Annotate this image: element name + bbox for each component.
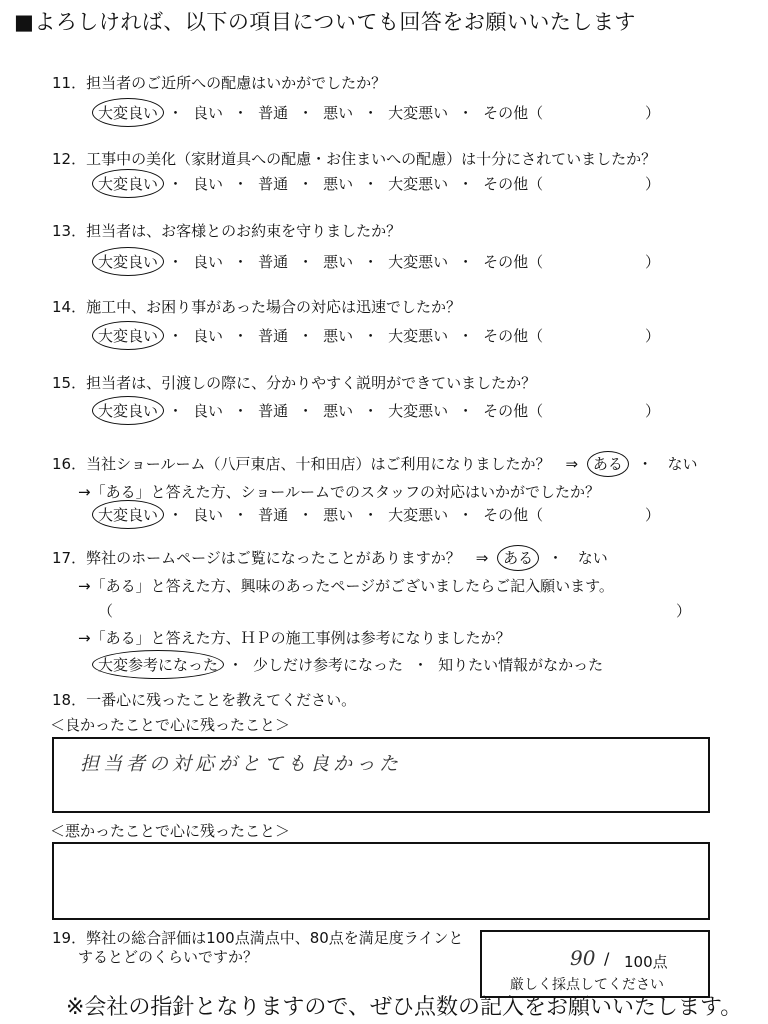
option-other[interactable]: その他（ [483,175,544,193]
question-18: 18．一番心に残ったことを教えてください。 [52,691,357,709]
separator: ・ [298,104,314,122]
separator: ・ [363,104,379,122]
separator: ・ [168,104,184,122]
separator: ・ [298,506,314,524]
option-normal[interactable]: 普通 [258,253,289,271]
paren-close: ） [645,506,661,524]
question-19-line2: するとどのくらいですか？ [78,948,259,966]
separator: ・ [233,506,249,524]
paren-close: ） [645,327,661,345]
option-bad[interactable]: 悪い [323,506,354,524]
separator: ・ [168,402,184,420]
question-16 [52,453,697,474]
q18-bad-answer-box[interactable] [52,842,710,920]
option-no-info[interactable]: 知りたい情報がなかった [438,656,604,674]
question-13: 13．担当者は、お客様とのお約束を守りましたか？ [52,222,402,240]
option-bad[interactable]: 悪い [323,327,354,345]
option-excellent-selected[interactable]: 大変良い [98,104,159,122]
option-good[interactable]: 良い [193,402,224,420]
separator: ・ [458,506,474,524]
separator: ・ [363,175,379,193]
separator: ・ [413,656,429,674]
paren-close: ） [645,175,661,193]
options-13 [98,251,661,272]
option-bad[interactable]: 悪い [323,402,354,420]
question-17-sub2: →「ある」と答えた方、ＨＰの施工事例は参考になりましたか？ [78,629,511,647]
separator: ・ [363,253,379,271]
options-12 [98,173,661,194]
footer-note: ※会社の指針となりますので、ぜひ点数の記入をお願いいたします。 [66,995,743,1020]
q17-paren-open: （ [98,602,114,620]
option-normal[interactable]: 普通 [258,104,289,122]
separator: ・ [298,253,314,271]
score-value: 90 [570,946,596,970]
option-very-bad[interactable]: 大変悪い [388,402,449,420]
option-good[interactable]: 良い [193,175,224,193]
option-good[interactable]: 良い [193,253,224,271]
question-15: 15．担当者は、引渡しの際に、分かりやすく説明ができていましたか？ [52,374,537,392]
option-other[interactable]: その他（ [483,104,544,122]
separator: ・ [168,175,184,193]
q18-good-label: ＜良かったことで心に残ったこと＞ [50,716,291,734]
q18-good-answer-box[interactable] [52,737,710,813]
separator: ・ [458,327,474,345]
option-bad[interactable]: 悪い [323,104,354,122]
separator: ・ [458,253,474,271]
option-excellent-selected[interactable]: 大変良い [98,402,159,420]
option-very-bad[interactable]: 大変悪い [388,506,449,524]
option-normal[interactable]: 普通 [258,402,289,420]
option-excellent-selected[interactable]: 大変良い [98,175,159,193]
question-16-sub: →「ある」と答えた方、ショールームでのスタッフの対応はいかがでしたか？ [78,483,600,501]
separator: ・ [168,506,184,524]
option-excellent-selected[interactable]: 大変良い [98,506,159,524]
option-very-bad[interactable]: 大変悪い [388,253,449,271]
option-slightly-helpful[interactable]: 少しだけ参考になった [253,656,404,674]
option-other[interactable]: その他（ [483,506,544,524]
q16-yes-selected[interactable]: ある [592,455,623,473]
separator: ・ [298,402,314,420]
score-slash: / [604,949,610,968]
option-good[interactable]: 良い [193,506,224,524]
q18-good-answer: 担当者の対応がとても良かった [80,753,403,775]
question-19-line1: 19．弊社の総合評価は100点満点中、80点を満足度ラインと [52,929,464,947]
question-17-sub1: →「ある」と答えた方、興味のあったページがございましたらご記入願います。 [78,577,614,595]
question-16-text: 16．当社ショールーム（八戸東店、十和田店）はご利用になりましたか？ ⇒ [52,455,579,473]
options-11 [98,102,661,123]
options-15 [98,400,661,421]
question-14: 14．施工中、お困り事があった場合の対応は迅速でしたか？ [52,298,461,316]
score-note: 厳しく採点してください [510,977,664,993]
q17-paren-close: ） [676,602,692,620]
option-good[interactable]: 良い [193,104,224,122]
question-12: 12．工事中の美化（家財道具への配慮・お住まいへの配慮）は十分にされていましたか？ [52,150,657,168]
separator: ・ [233,175,249,193]
separator: ・ [363,402,379,420]
option-good[interactable]: 良い [193,327,224,345]
paren-close: ） [645,402,661,420]
option-other[interactable]: その他（ [483,327,544,345]
separator: ・ [228,656,244,674]
option-excellent-selected[interactable]: 大変良い [98,327,159,345]
separator: ・ [233,253,249,271]
option-other[interactable]: その他（ [483,402,544,420]
separator: ・ [363,506,379,524]
option-bad[interactable]: 悪い [323,175,354,193]
option-normal[interactable]: 普通 [258,175,289,193]
q17-no[interactable]: ない [577,549,608,567]
question-11: 11．担当者のご近所への配慮はいかがでしたか？ [52,74,387,92]
option-very-bad[interactable]: 大変悪い [388,104,449,122]
question-17 [52,547,608,568]
option-normal[interactable]: 普通 [258,506,289,524]
separator: ・ [547,549,563,567]
separator: ・ [298,175,314,193]
options-16 [98,504,661,525]
separator: ・ [298,327,314,345]
score-max: 100点 [624,953,668,971]
option-bad[interactable]: 悪い [323,253,354,271]
separator: ・ [233,104,249,122]
separator: ・ [458,402,474,420]
q16-no[interactable]: ない [667,455,698,473]
separator: ・ [168,253,184,271]
separator: ・ [363,327,379,345]
options-14 [98,325,661,346]
separator: ・ [233,402,249,420]
page-header: ■よろしければ、以下の項目についても回答をお願いいたします [14,10,636,34]
separator: ・ [458,175,474,193]
option-normal[interactable]: 普通 [258,327,289,345]
option-other[interactable]: その他（ [483,253,544,271]
separator: ・ [637,455,653,473]
q18-bad-label: ＜悪かったことで心に残ったこと＞ [50,822,291,840]
score-box[interactable] [480,930,710,998]
paren-close: ） [645,104,661,122]
question-17-text: 17．弊社のホームページはご覧になったことがありますか？ ⇒ [52,549,489,567]
options-17 [98,654,658,675]
paren-close: ） [645,253,661,271]
separator: ・ [233,327,249,345]
option-very-helpful-selected[interactable]: 大変参考になった [98,656,219,674]
option-very-bad[interactable]: 大変悪い [388,327,449,345]
option-excellent-selected[interactable]: 大変良い [98,253,159,271]
separator: ・ [458,104,474,122]
q17-yes-selected[interactable]: ある [503,549,534,567]
option-very-bad[interactable]: 大変悪い [388,175,449,193]
separator: ・ [168,327,184,345]
